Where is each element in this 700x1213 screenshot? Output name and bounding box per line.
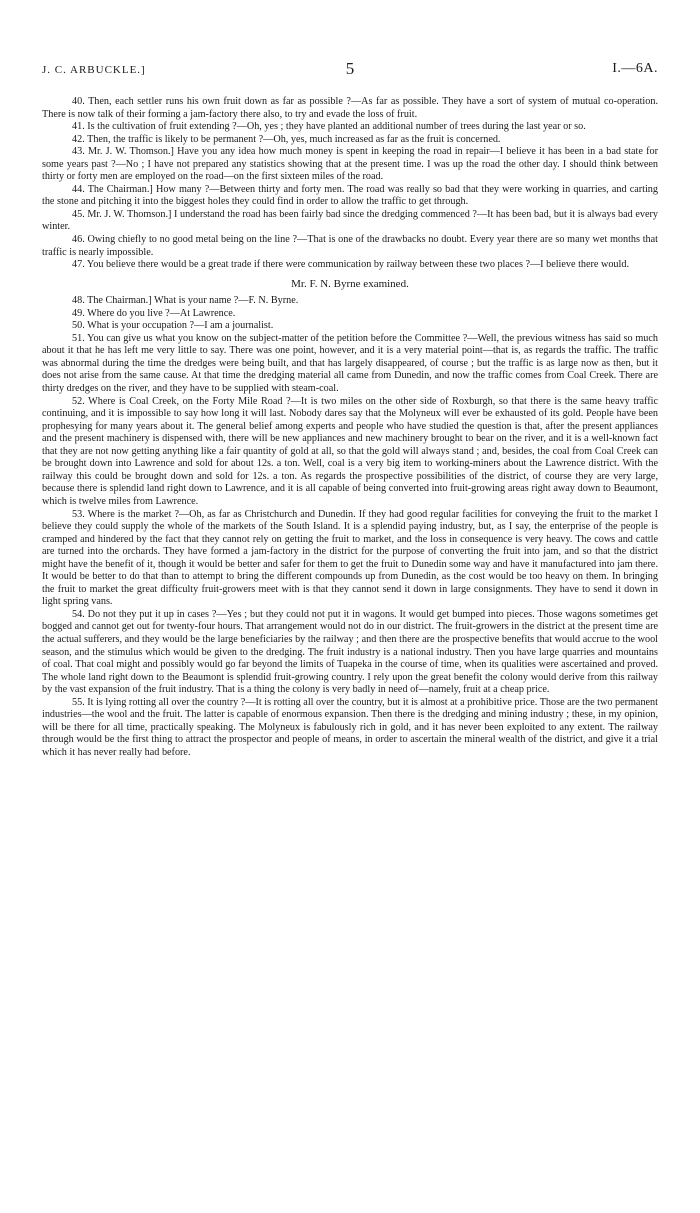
page-number: 5 [345,59,355,78]
page-body [42,96,658,759]
running-header [42,59,658,82]
paragraph-52: 52. Where is Coal Creek, on the Forty Mile Road ?—It is two miles on the other side of Roxburgh, so that there is the same heavy traffic continuing, and it is impossible to say how long it will last. Nobody dares say that the Molyneux will ever be exhausted of its gold. People have been prophesying for many years about it. The general belief among experts and people who have studied the question is that, after the present appliances and the present machinery is dispensed with, there will be new appliances and new machinery brought to bear on the river, and it is a well-known fact that they are not now getting anything like a fair quantity of gold at all, so that the gold will always stand ; and, besides, the coal from Coal Creek can be brought down into Lawrence and sold for about 12s. a ton. Well, coal is a very big item to working-miners about the Lawrence district. With the railway this could be brought down and sold for 12s. a ton. As regards the prospective possibilities of the district, of course they are very large, because there is splendid land right down to Lawrence, and it is all capable of being converted into fruit-growing areas right away down to Beaumont, which is twelve miles from Lawrence. [42,395,658,507]
paragraph-45: 45. Mr. J. W. Thomson.] I understand the road has been fairly bad since the dredging commenced ?—It has been bad, but it is always bad every winter. [42,208,658,233]
header-witness-name: J. C. ARBUCKLE.] [42,64,146,76]
paragraph-48: 48. The Chairman.] What is your name ?—F. N. Byrne. [72,295,299,307]
paragraph-54: 54. Do not they put it up in cases ?—Yes ; but they could not put it in wagons. It would get bumped into pieces. Those wagons sometimes get bogged and cannot get out for twenty-four hours. That arrangement would not do in our district. The fruit-growers in the district at the present time are the actual sufferers, and they would be the large beneficiaries by the railway ; and then there are the prospective benefits that would accrue to the wool season, and the stimulus which would be given to the dredging. The fruit industry is a national industry. Then you have large quarries and mountains of coal. That coal might and possibly would go far beyond the limits of Tuapeka in the course of time, when its qualities were ascertained and proved. The whole land right down to the Beaumont is splendid fruit-growing country. I rely upon the great benefit the colony would derive from this railway by the vast expansion of the fruit industry. That is a thing the colony is very badly in need of—namely, fruit at a cheap price. [42,608,658,696]
paragraph-41: 41. Is the cultivation of fruit extending ?—Oh, yes ; they have planted an additional number of trees during the last year or so. [72,121,586,133]
section-heading: Mr. F. N. Byrne examined. [291,277,409,290]
paragraph-40: 40. Then, each settler runs his own fruit down as far as possible ?—As far as possible. They have a sort of system of mutual co-operation. There is now talk of their forming a jam-factory there also, to try and evade the loss of fruit. [42,96,658,120]
paragraph-44: 44. The Chairman.] How many ?—Between thirty and forty men. The road was really so bad that they were working in quarries, and carting the stone and pitching it into the biggest holes they could find in order to allow the traffic to get through. [42,183,658,208]
paragraph-43: 43. Mr. J. W. Thomson.] Have you any idea how much money is spent in keeping the road in repair—I believe it has been in a bad state for some years past ?—No ; I have not prepared any statistics showing that at the present time. I was up the road the other day. I should think between thirty or forty men are employed on the road—on the first sixteen miles of the road. [42,146,658,183]
document-reference: I.—6A. [612,61,658,76]
paragraph-53: 53. Where is the market ?—Oh, as far as Christchurch and Dunedin. If they had good regular facilities for conveying the fruit to the market I believe they could supply the whole of the markets of the South Island. It is a splendid paying industry, but, as I say, the enterprise of the people is cramped and hindered by the fact that they cannot rely on getting the fruit to market, and the loss in consequence is very heavy. The cows and cattle are turned into the orchards. They have formed a jam-factory in the district for the purpose of converting the fruit into jam, and so that the district might have the benefit of it, though it would be better and safer for them to get the fruit to Dunedin some way and have it manufactured into jam there. It would be better to do that than to attempt to bring the different compounds up from Dunedin, as the cost would be too heavy on them. In bringing the fruit to market the great difficulty fruit-growers meet with is that they cannot send it down in large consignments. They have to send it down in light spring vans. [42,508,658,608]
paragraph-51: 51. You can give us what you know on the subject-matter of the petition before the Committee ?—Well, the previous witness has said so much about it that he has left me very little to say. There was one point, however, and it is a very material point—that is, as regards the traffic. The traffic was abnormal during the time the dredges were being built, and that has largely disappeared, of course ; but the traffic is as large now as then, but it does not arise from the same cause. At that time the dredging material all came from Dunedin, and now the traffic comes from Coal Creek. There are thirty dredges on the river, and they have to be supplied with steam-coal. [42,332,658,395]
paragraph-49: 49. Where do you live ?—At Lawrence. [72,307,236,319]
paragraph-46: 46. Owing chiefly to no good metal being on the line ?—That is one of the drawbacks no doubt. Every year there are so many wet months that traffic is nearly impossible. [42,234,658,258]
paragraph-50: 50. What is your occupation ?—I am a journalist. [72,320,274,332]
paragraph-47: 47. You believe there would be a great trade if there were communication by railway between these two places ?—I believe there would. [72,259,629,271]
paragraph-42: 42. Then, the traffic is likely to be permanent ?—Oh, yes, much increased as far as the fruit is concerned. [72,133,501,145]
paragraph-55: 55. It is lying rotting all over the country ?—It is rotting all over the country, but it is almost at a prohibitive price. Those are the two permanent industries—the wool and the fruit. The latter is capable of enormous expansion. Then there is the dredging and mining industry ; these, in my opinion, will be there for all time, practically speaking. The Molyneux is fabulously rich in gold, and it has never been exploited to any extent. The railway through would be the first thing to attract the prospector and people of means, in order to ascertain the mineral wealth of the district, and give it a trial which it has never really had before. [42,696,658,758]
